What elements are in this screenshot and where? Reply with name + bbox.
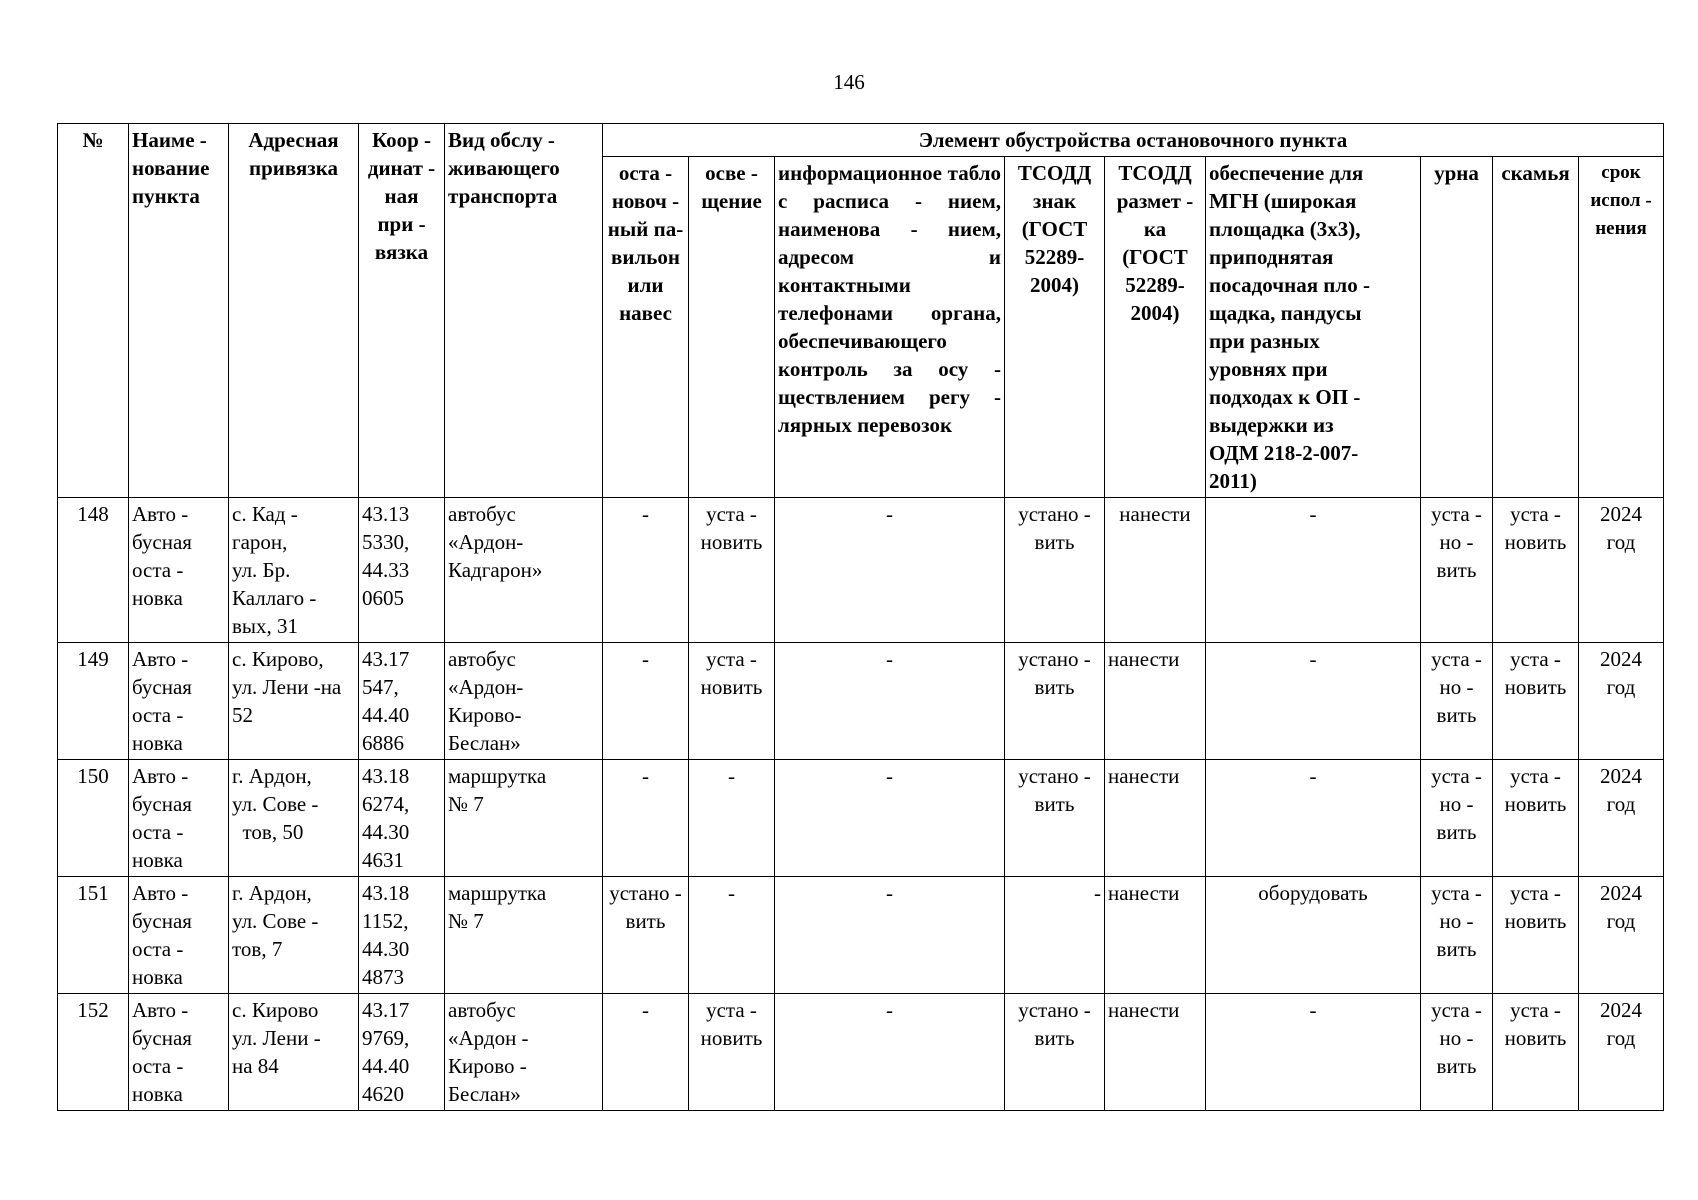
cell-coordinates: 43.17 547, 44.40 6886 (359, 643, 445, 760)
cell-transport-type: маршрутка № 7 (445, 877, 603, 994)
cell-road-sign: - (1005, 877, 1105, 994)
table-row (58, 877, 1664, 994)
cell-deadline: 2024 год (1579, 498, 1664, 643)
cell-bench: уста - новить (1493, 643, 1579, 760)
page-number: 146 (833, 70, 865, 94)
cell-bench: уста - новить (1493, 877, 1579, 994)
header-number: № (58, 124, 129, 498)
cell-urn: уста - но - вить (1421, 994, 1493, 1111)
cell-mgn-accessibility: оборудовать (1206, 877, 1421, 994)
header-stop-equipment-group: Элемент обустройства остановочного пункта (603, 124, 1664, 157)
cell-lighting: - (689, 760, 775, 877)
cell-pavilion: - (603, 643, 689, 760)
cell-info-board: - (775, 994, 1005, 1111)
header-row-1 (58, 124, 1664, 157)
table-row (58, 643, 1664, 760)
cell-urn: уста - но - вить (1421, 498, 1493, 643)
cell-number: 152 (58, 994, 129, 1111)
cell-road-marking: нанести (1105, 877, 1206, 994)
cell-address: г. Ардон, ул. Сове - тов, 7 (229, 877, 359, 994)
cell-pavilion: - (603, 498, 689, 643)
cell-bench: уста - новить (1493, 994, 1579, 1111)
cell-urn: уста - но - вить (1421, 760, 1493, 877)
cell-transport-type: автобус «Ардон- Кирово- Беслан» (445, 643, 603, 760)
header-mgn-accessibility: обеспечение для МГН (широкая площадка (3х3), приподнятая посадочная пло - щадка, пандусы при разных уровнях при подходах к ОП - выдержки из ОДМ 218-2-007- 2011) (1206, 157, 1421, 498)
header-address: Адресная привязка (229, 124, 359, 498)
header-road-sign: ТСОДД знак (ГОСТ 52289- 2004) (1005, 157, 1105, 498)
header-road-marking: ТСОДД размет - ка (ГОСТ 52289- 2004) (1105, 157, 1206, 498)
cell-coordinates: 43.18 6274, 44.30 4631 (359, 760, 445, 877)
cell-transport-type: автобус «Ардон- Кадгарон» (445, 498, 603, 643)
cell-deadline: 2024 год (1579, 877, 1664, 994)
cell-road-marking: нанести (1105, 643, 1206, 760)
header-urn: урна (1421, 157, 1493, 498)
cell-lighting: уста - новить (689, 498, 775, 643)
cell-urn: уста - но - вить (1421, 643, 1493, 760)
cell-address: г. Ардон, ул. Сове - тов, 50 (229, 760, 359, 877)
cell-address: с. Кирово, ул. Лени -на 52 (229, 643, 359, 760)
cell-deadline: 2024 год (1579, 994, 1664, 1111)
cell-info-board: - (775, 498, 1005, 643)
header-lighting: осве - щение (689, 157, 775, 498)
cell-stop-name: Авто - бусная оста - новка (129, 994, 229, 1111)
cell-address: с. Кирово ул. Лени - на 84 (229, 994, 359, 1111)
cell-address: с. Кад - гарон, ул. Бр. Каллаго - вых, 31 (229, 498, 359, 643)
cell-stop-name: Авто - бусная оста - новка (129, 498, 229, 643)
cell-mgn-accessibility: - (1206, 994, 1421, 1111)
cell-deadline: 2024 год (1579, 643, 1664, 760)
cell-lighting: уста - новить (689, 643, 775, 760)
cell-bench: уста - новить (1493, 498, 1579, 643)
cell-lighting: - (689, 877, 775, 994)
cell-stop-name: Авто - бусная оста - новка (129, 643, 229, 760)
cell-number: 149 (58, 643, 129, 760)
cell-road-marking: нанести (1105, 498, 1206, 643)
cell-road-sign: устано - вить (1005, 643, 1105, 760)
cell-urn: уста - но - вить (1421, 877, 1493, 994)
cell-info-board: - (775, 877, 1005, 994)
header-coordinates: Коор - динат - ная при - вязка (359, 124, 445, 498)
cell-number: 150 (58, 760, 129, 877)
cell-stop-name: Авто - бусная оста - новка (129, 877, 229, 994)
cell-stop-name: Авто - бусная оста - новка (129, 760, 229, 877)
cell-transport-type: маршрутка № 7 (445, 760, 603, 877)
cell-info-board: - (775, 643, 1005, 760)
table-row (58, 994, 1664, 1111)
table-row (58, 498, 1664, 643)
cell-pavilion: - (603, 994, 689, 1111)
cell-road-marking: нанести (1105, 994, 1206, 1111)
cell-mgn-accessibility: - (1206, 498, 1421, 643)
cell-lighting: уста - новить (689, 994, 775, 1111)
cell-road-sign: устано - вить (1005, 994, 1105, 1111)
cell-pavilion: устано - вить (603, 877, 689, 994)
header-stop-name: Наиме - нование пункта (129, 124, 229, 498)
cell-deadline: 2024 год (1579, 760, 1664, 877)
cell-coordinates: 43.18 1152, 44.30 4873 (359, 877, 445, 994)
cell-road-sign: устано - вить (1005, 498, 1105, 643)
cell-bench: уста - новить (1493, 760, 1579, 877)
cell-road-sign: устано - вить (1005, 760, 1105, 877)
cell-coordinates: 43.13 5330, 44.33 0605 (359, 498, 445, 643)
header-deadline: срок испол - нения (1579, 157, 1664, 498)
cell-info-board: - (775, 760, 1005, 877)
table-row (58, 760, 1664, 877)
header-transport-type: Вид обслу - живающего транспорта (445, 124, 603, 498)
cell-transport-type: автобус «Ардон - Кирово - Беслан» (445, 994, 603, 1111)
cell-mgn-accessibility: - (1206, 643, 1421, 760)
cell-number: 151 (58, 877, 129, 994)
cell-number: 148 (58, 498, 129, 643)
cell-road-marking: нанести (1105, 760, 1206, 877)
cell-pavilion: - (603, 760, 689, 877)
cell-coordinates: 43.17 9769, 44.40 4620 (359, 994, 445, 1111)
header-info-board: информационное табло с расписа - нием, наименова - нием, адресом и контактными телефонами органа, обеспечивающего контроль за осу - ществлением регу - лярных перевозок (775, 157, 1005, 498)
header-pavilion: оста - новоч - ный па- вильон или навес (603, 157, 689, 498)
cell-mgn-accessibility: - (1206, 760, 1421, 877)
header-bench: скамья (1493, 157, 1579, 498)
bus-stop-table (57, 123, 1664, 1111)
